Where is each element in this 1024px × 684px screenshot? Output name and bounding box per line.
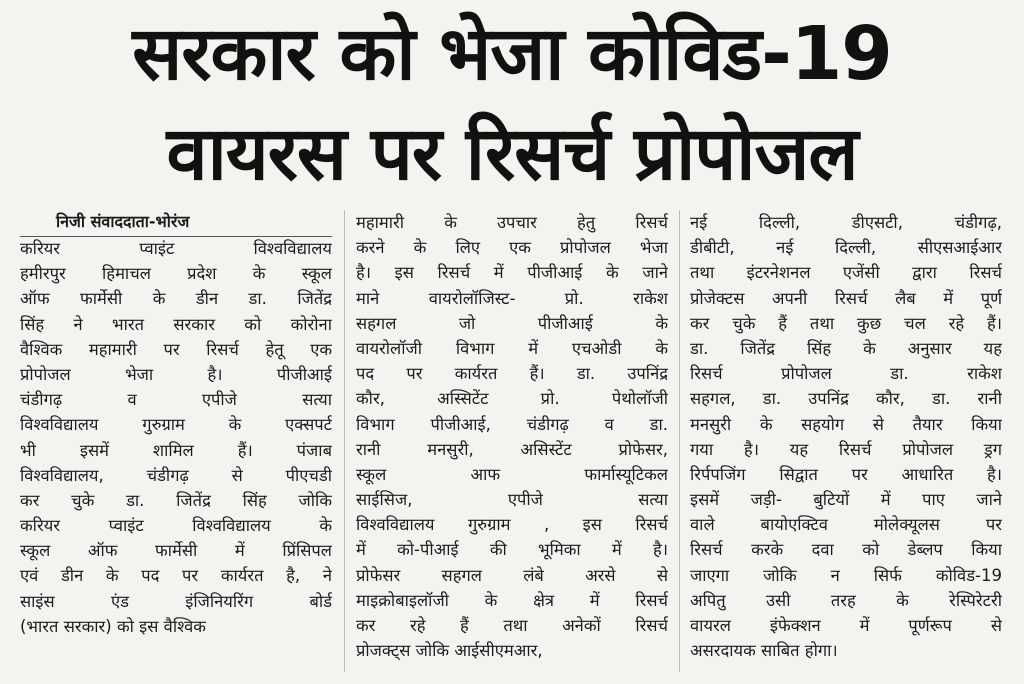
- article-line: कौर, अस्सिटेंट प्रो. पेथोलॉजी: [356, 389, 668, 409]
- article-line: रानी मनसुरी, असिस्टेंट प्रोफेसर,: [356, 439, 668, 459]
- column-3-body: [690, 210, 1002, 663]
- article-line: रिर्पपजिंग सिद्वात पर आधारित है।: [690, 464, 1002, 484]
- article-line: वायरल इंफेक्शन में पूर्णरूप से: [690, 616, 1002, 635]
- article-line: स्कूल आफ फार्मास्यूटिकल: [356, 464, 668, 484]
- column-divider: [344, 210, 345, 672]
- article-line: विश्वविद्यालय गुरुग्राम के एक्सपर्ट: [20, 415, 332, 435]
- article-line: पद पर कार्यरत हैं। डा. उपनिंद्र: [356, 364, 668, 384]
- headline-line-2: वायरस पर रिसर्च प्रोपोजल: [166, 111, 858, 197]
- article-line: विश्वविद्यालय गुरुग्राम , इस रिसर्च: [356, 515, 668, 535]
- article-line: मनसुरी के सहयोग से तैयार किया: [690, 414, 1002, 434]
- column-divider: [679, 210, 680, 672]
- article-line: वायरोलॉजी विभाग में एचओडी के: [356, 338, 668, 358]
- article-line: एवं डीन के पद पर कार्यरत है, ने: [20, 566, 332, 586]
- article-line: विभाग पीजीआई, चंडीगढ़ व डा.: [356, 414, 668, 434]
- article-column-2: [356, 210, 668, 663]
- article-line: हमीरपुर हिमाचल प्रदेश के स्कूल: [20, 264, 332, 284]
- article-line: प्रोपोजल भेजा है। पीजीआई: [20, 364, 332, 384]
- article-line: प्रोफेसर सहगल लंबे अरसे से: [356, 565, 668, 585]
- article-line: भी इसमें शामिल हैं। पंजाब: [20, 440, 332, 460]
- article-line: सहगल जो पीजीआई के: [356, 313, 668, 333]
- article-line: (भारत सरकार) को इस वैश्विक: [20, 616, 206, 636]
- column-1-body: [20, 236, 332, 639]
- article-line: रिसर्च प्रोपोजल डा. राकेश: [690, 364, 1002, 384]
- article-line: माने वायरोलॉजिस्ट- प्रो. राकेश: [356, 288, 668, 308]
- article-line: विश्वविद्यालय, चंडीगढ़ से पीएचडी: [20, 465, 332, 485]
- article-line: माइक्रोबाइलॉजी के क्षेत्र में रिसर्च: [356, 590, 668, 610]
- article-line: नई दिल्ली, डीएसटी, चंडीगढ़,: [690, 213, 1002, 232]
- headline-line-1: सरकार को भेजा कोविड-19: [132, 11, 892, 97]
- article-line: कर रहे हैं तथा अनेकों रिसर्च: [356, 616, 668, 635]
- column-2-body: [356, 210, 668, 663]
- article-line: करियर प्वाइंट विश्वविद्यालय: [20, 239, 332, 258]
- article-line: डा. जितेंद्र सिंह के अनुसार यह: [690, 338, 1002, 358]
- article-line: करने के लिए एक प्रोपोजल भेजा: [356, 238, 668, 258]
- article-line: कर चुके डा. जितेंद्र सिंह जोकि: [20, 490, 332, 510]
- article-line: सहगल, डा. उपनिंद्र कौर, डा. रानी: [690, 389, 1002, 409]
- article-line: डीबीटी, नई दिल्ली, सीएसआईआर: [690, 238, 1002, 258]
- byline: निजी संवाददाता-भोरंज: [56, 212, 190, 231]
- article-line: इसमें जड़ी- बुटियों में पाए जाने: [690, 490, 1002, 510]
- article-line: चंडीगढ़ व एपीजे सत्या: [20, 390, 332, 410]
- article-line: है। इस रिसर्च में पीजीआई के जाने: [356, 263, 668, 283]
- article-line: करियर प्वाइंट विश्वविद्यालय के: [20, 516, 332, 536]
- article-column-3: [690, 210, 1002, 663]
- article-line: गया है। यह रिसर्च प्रोपोजल ड्रग: [690, 439, 1002, 459]
- article-line: महामारी के उपचार हेतु रिसर्च: [356, 213, 668, 232]
- article-line: कर चुके हैं तथा कुछ चल रहे हैं।: [690, 313, 1002, 333]
- article-line: प्रोजक्ट्स जोकि आईसीएमआर,: [356, 641, 543, 661]
- article-line: साईसिज, एपीजे सत्या: [356, 490, 668, 510]
- article-column-1: [20, 210, 332, 639]
- article-line: प्रोजेक्टस अपनी रिसर्च लैब में पूर्ण: [690, 288, 1002, 308]
- article-line: जाएगा जोकि न सिर्फ कोविड-19: [690, 565, 1002, 585]
- article-line: असरदायक साबित होगा।: [690, 641, 838, 661]
- article-line: अपितु उसी तरह के रेस्पिरेटरी: [690, 590, 1002, 610]
- article-line: वाले बायोएक्टिव मोलेक्यूलस पर: [690, 515, 1002, 535]
- article-line: तथा इंटरनेशनल एजेंसी द्वारा रिसर्च: [690, 263, 1002, 283]
- article-line: ऑफ फार्मेसी के डीन डा. जितेंद्र: [20, 289, 332, 309]
- article-line: रिसर्च करके दवा को डेब्लप किया: [690, 540, 1002, 560]
- article-line: सिंह ने भारत सरकार को कोरोना: [20, 314, 332, 334]
- article-line: में को-पीआई की भूमिका में है।: [356, 540, 668, 560]
- article-line: स्कूल ऑफ फार्मेसी में प्रिंसिपल: [20, 541, 332, 561]
- article-line: साइंस एंड इंजिनियरिंग बोर्ड: [20, 591, 332, 611]
- article-line: वैश्विक महामारी पर रिसर्च हेतू एक: [20, 339, 332, 359]
